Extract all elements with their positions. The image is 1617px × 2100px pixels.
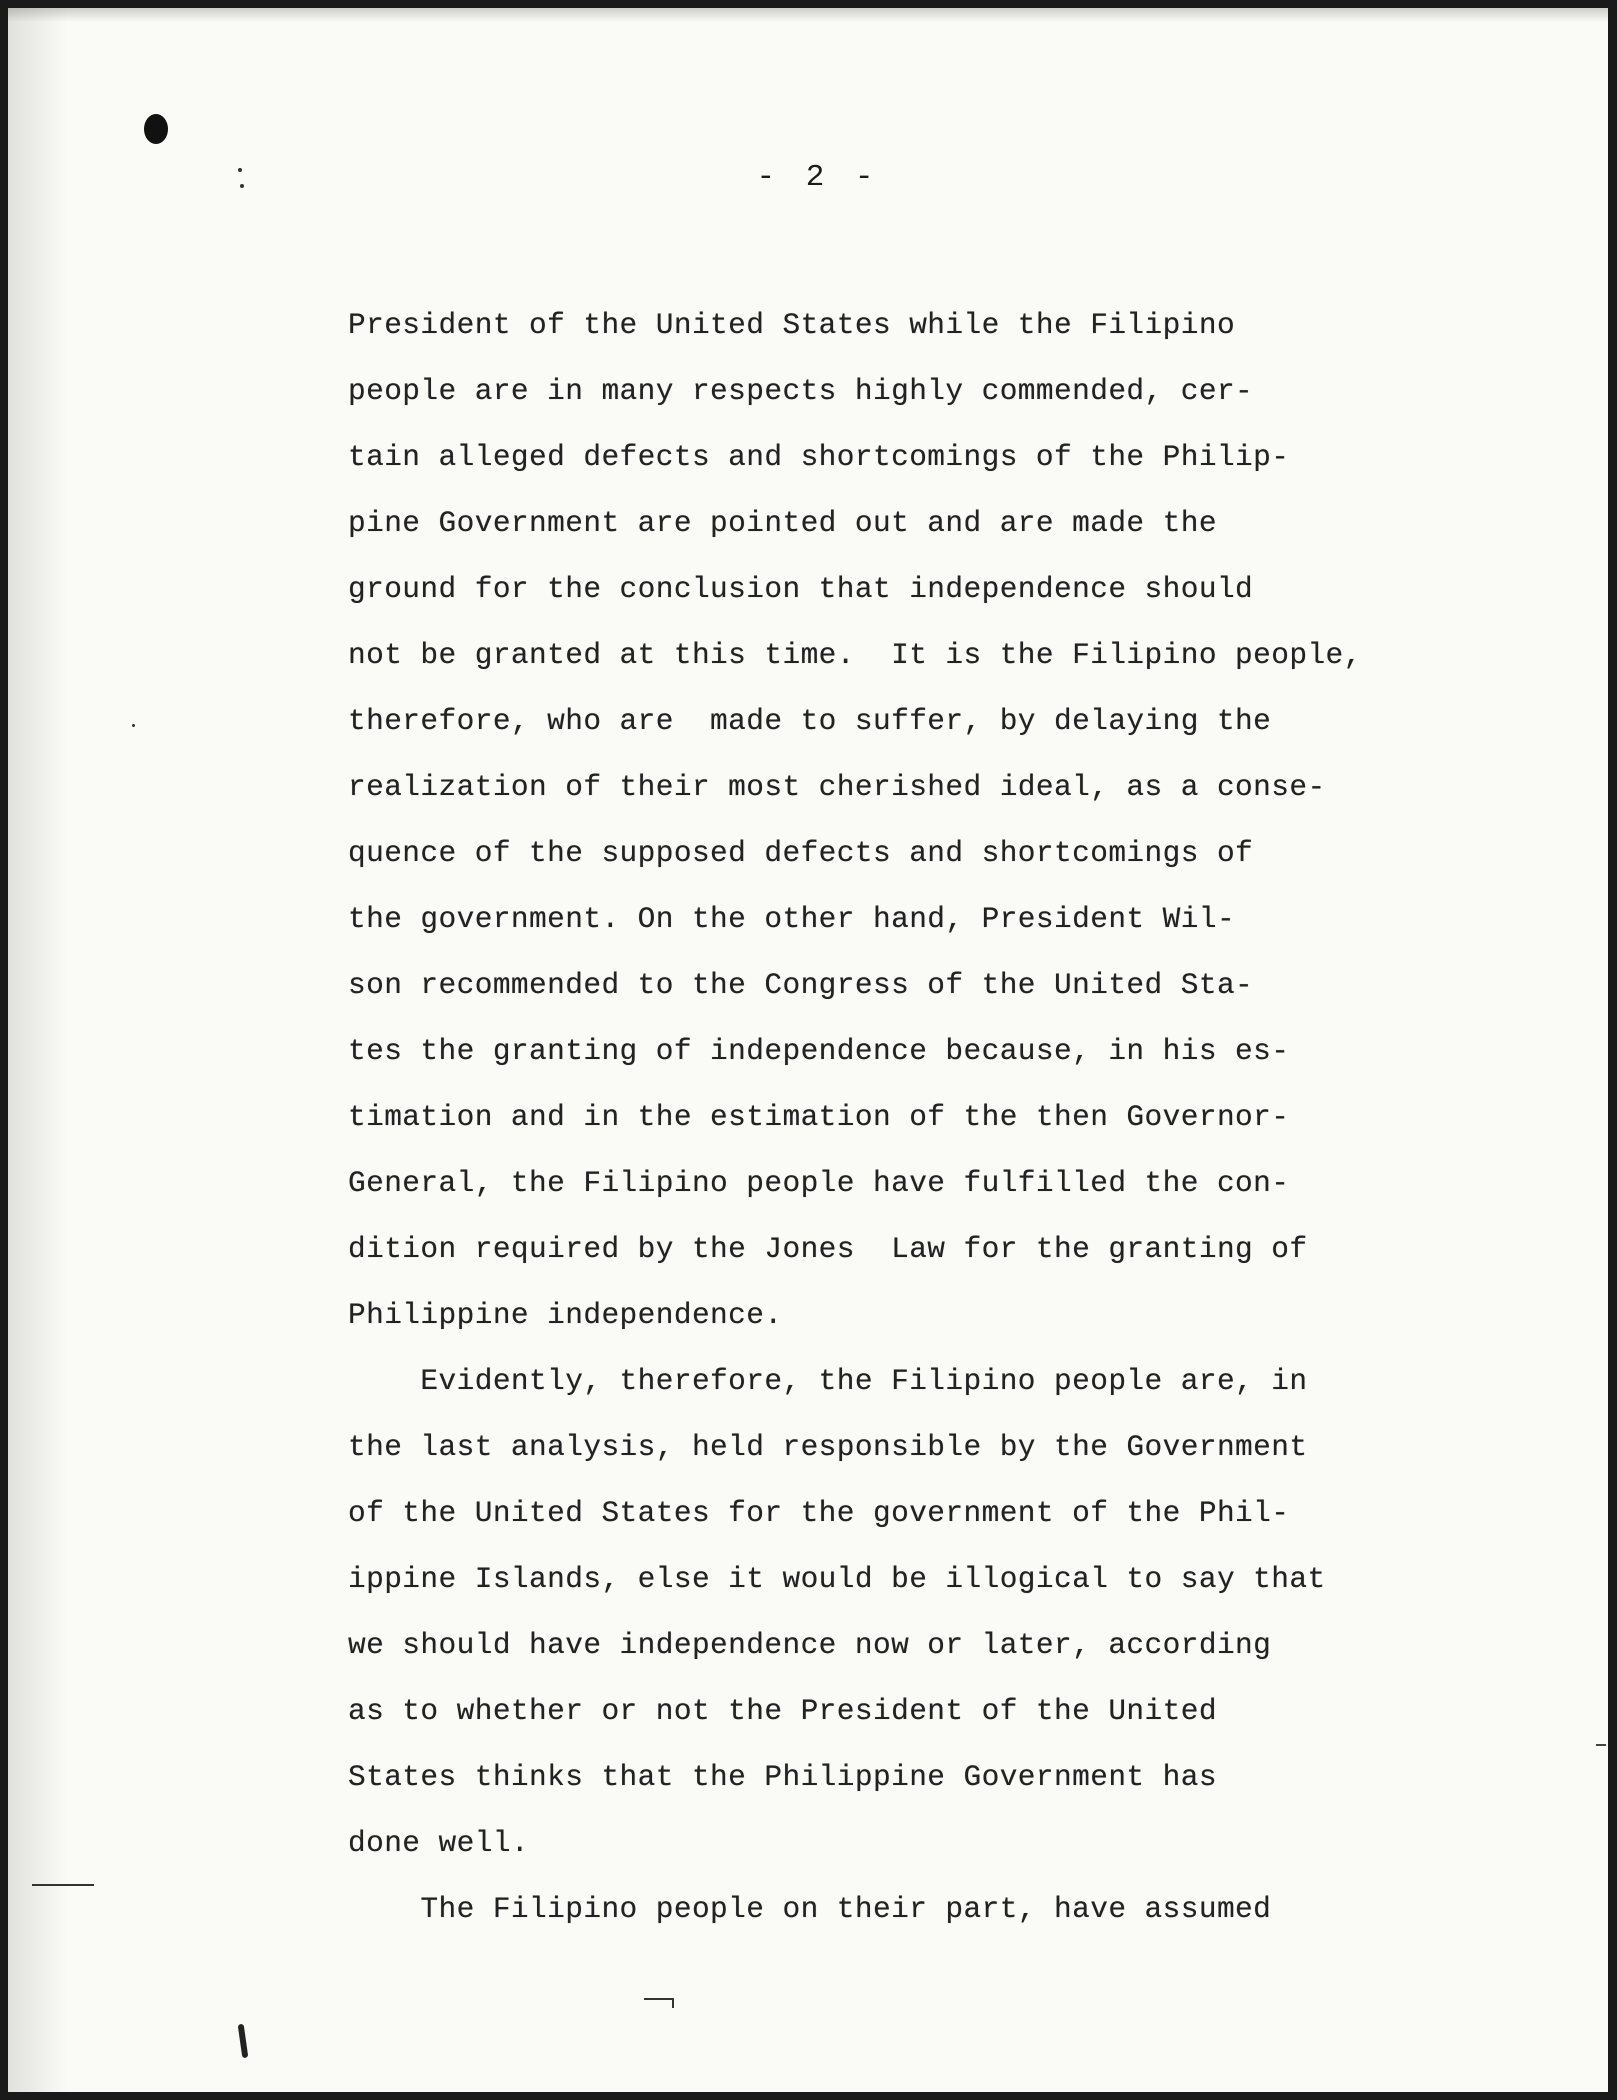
text-line: pine Government are pointed out and are made the xyxy=(348,506,1217,540)
scan-speck xyxy=(132,724,135,727)
text-line: we should have independence now or later, according xyxy=(348,1628,1272,1662)
text-line: ground for the conclusion that independence should xyxy=(348,572,1254,606)
text-line: of the United States for the government of the Phil- xyxy=(348,1496,1290,1530)
text-line: tes the granting of independence because, in his es- xyxy=(348,1034,1290,1068)
scan-top-shading xyxy=(8,8,1608,22)
text-line: son recommended to the Congress of the United Sta- xyxy=(348,968,1254,1002)
text-line: the government. On the other hand, President Wil- xyxy=(348,902,1236,936)
text-line: dition required by the Jones Law for the granting of xyxy=(348,1232,1308,1266)
text-line: States thinks that the Philippine Government has xyxy=(348,1760,1217,1794)
text-line: the last analysis, held responsible by the Government xyxy=(348,1430,1308,1464)
margin-tick-mark xyxy=(1596,1744,1606,1746)
text-line: done well. xyxy=(348,1826,530,1860)
text-line: timation and in the estimation of the then Governor- xyxy=(348,1100,1290,1134)
bottom-corner-mark xyxy=(644,1998,674,2000)
text-line: realization of their most cherished ideal, as a conse- xyxy=(348,770,1326,804)
typed-body-text xyxy=(348,292,1488,1942)
text-line: ippine Islands, else it would be illogical to say that xyxy=(348,1562,1326,1596)
text-line: The Filipino people on their part, have assumed xyxy=(348,1892,1272,1926)
text-line: Philippine independence. xyxy=(348,1298,783,1332)
text-line: Evidently, therefore, the Filipino people are, in xyxy=(348,1364,1308,1398)
text-line: General, the Filipino people have fulfilled the con- xyxy=(348,1166,1290,1200)
margin-rule-mark xyxy=(32,1884,94,1886)
text-line: people are in many respects highly commended, cer- xyxy=(348,374,1254,408)
page-number: - 2 - xyxy=(756,160,880,195)
text-line: tain alleged defects and shortcomings of the Philip- xyxy=(348,440,1290,474)
document-page xyxy=(8,8,1608,2092)
punch-hole-mark xyxy=(144,114,168,144)
text-line: not be granted at this time. It is the Filipino people, xyxy=(348,638,1362,672)
edge-scribble-mark xyxy=(238,2024,249,2059)
text-line: therefore, who are made to suffer, by delaying the xyxy=(348,704,1272,738)
text-line: President of the United States while the Filipino xyxy=(348,308,1236,342)
text-line: as to whether or not the President of the United xyxy=(348,1694,1217,1728)
text-line: quence of the supposed defects and shortcomings of xyxy=(348,836,1254,870)
scan-edge-shading xyxy=(8,8,68,2092)
